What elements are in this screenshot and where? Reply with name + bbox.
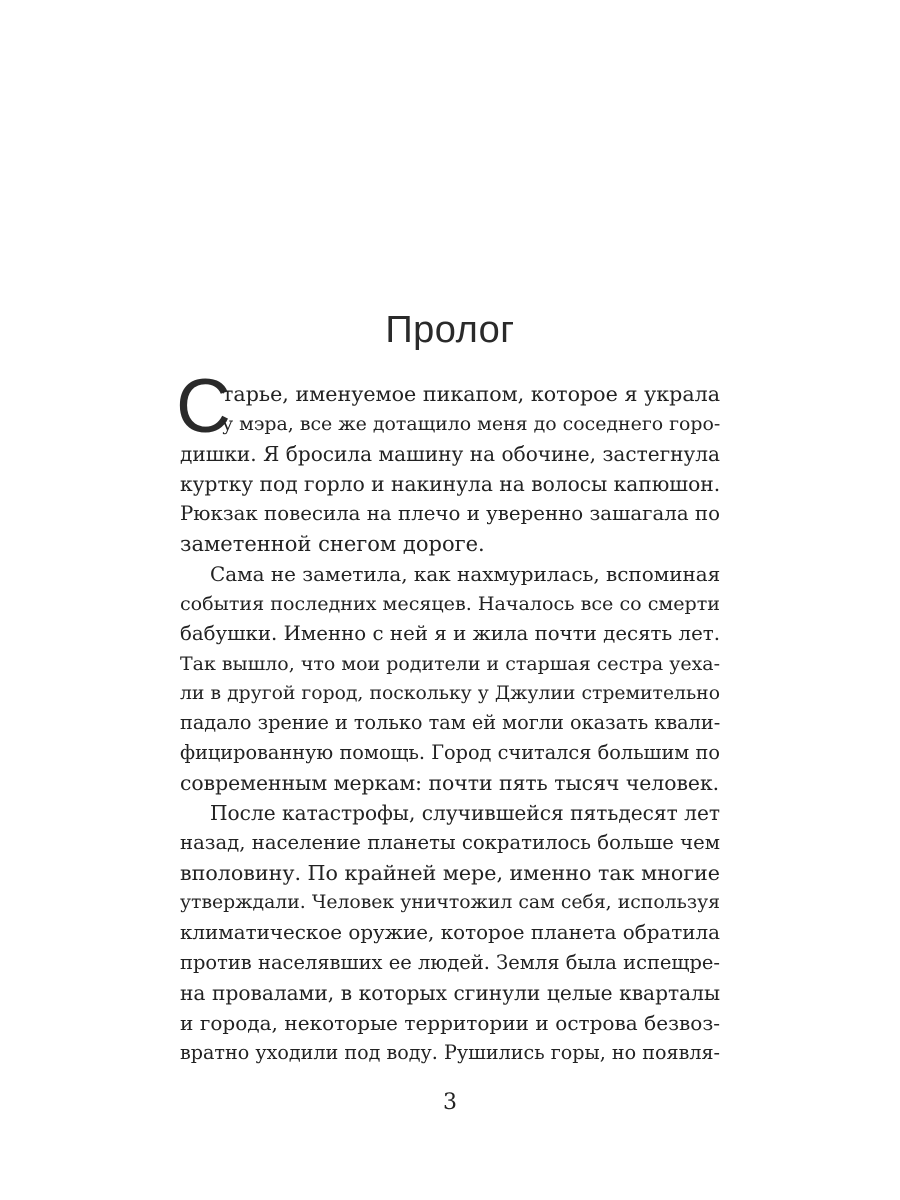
text-line: куртку под горло и накинула на волосы капюшон. bbox=[180, 471, 721, 496]
text-line: Рюкзак повесила на плечо и уверенно зашагала по bbox=[180, 501, 720, 525]
text-line: После катастрофы, случившейся пятьдесят лет bbox=[210, 801, 720, 826]
text-line: на провалами, в которых сгинули целые кварталы bbox=[180, 981, 720, 1005]
text-line: вполовину. По крайней мере, именно так многие bbox=[180, 861, 720, 886]
text-line: Так вышло, что мои родители и старшая сестра уеха- bbox=[180, 652, 720, 675]
text-line: заметенной снегом дороге. bbox=[180, 531, 485, 556]
text-line: тарье, именуемое пикапом, которое я украла bbox=[222, 382, 720, 406]
chapter-title: Пролог bbox=[385, 309, 515, 351]
text-line: против населявших ее людей. Земля была испещре- bbox=[180, 951, 720, 975]
text-line: события последних месяцев. Началось все со смерти bbox=[180, 591, 720, 615]
text-line: ли в другой город, поскольку у Джулии стремительно bbox=[180, 682, 720, 704]
text-line: утверждали. Человек уничтожил сам себя, используя bbox=[180, 892, 720, 914]
text-line: климатическое оружие, которое планета обратила bbox=[180, 921, 720, 945]
page-number: 3 bbox=[443, 1090, 457, 1115]
text-line: и города, некоторые территории и острова безвоз- bbox=[180, 1010, 720, 1035]
text-line: Сама не заметила, как нахмурилась, вспоминая bbox=[210, 561, 721, 586]
text-line: вратно уходили под воду. Рушились горы, но появля- bbox=[180, 1040, 720, 1064]
text-line: падало зрение и только там ей могли оказать квали- bbox=[180, 711, 721, 735]
text-line: дишки. Я бросила машину на обочине, застегнула bbox=[180, 441, 720, 466]
text-line: назад, население планеты сократилось больше чем bbox=[180, 831, 720, 855]
text-line: современным меркам: почти пять тысяч человек. bbox=[180, 771, 720, 796]
text-line: фицированную помощь. Город считался большим по bbox=[180, 741, 720, 765]
text-line: бабушки. Именно с ней я и жила почти десять лет. bbox=[180, 621, 720, 645]
drop-cap: С bbox=[176, 364, 231, 449]
text-line: у мэра, все же дотащило меня до соседнего горо- bbox=[222, 412, 721, 435]
